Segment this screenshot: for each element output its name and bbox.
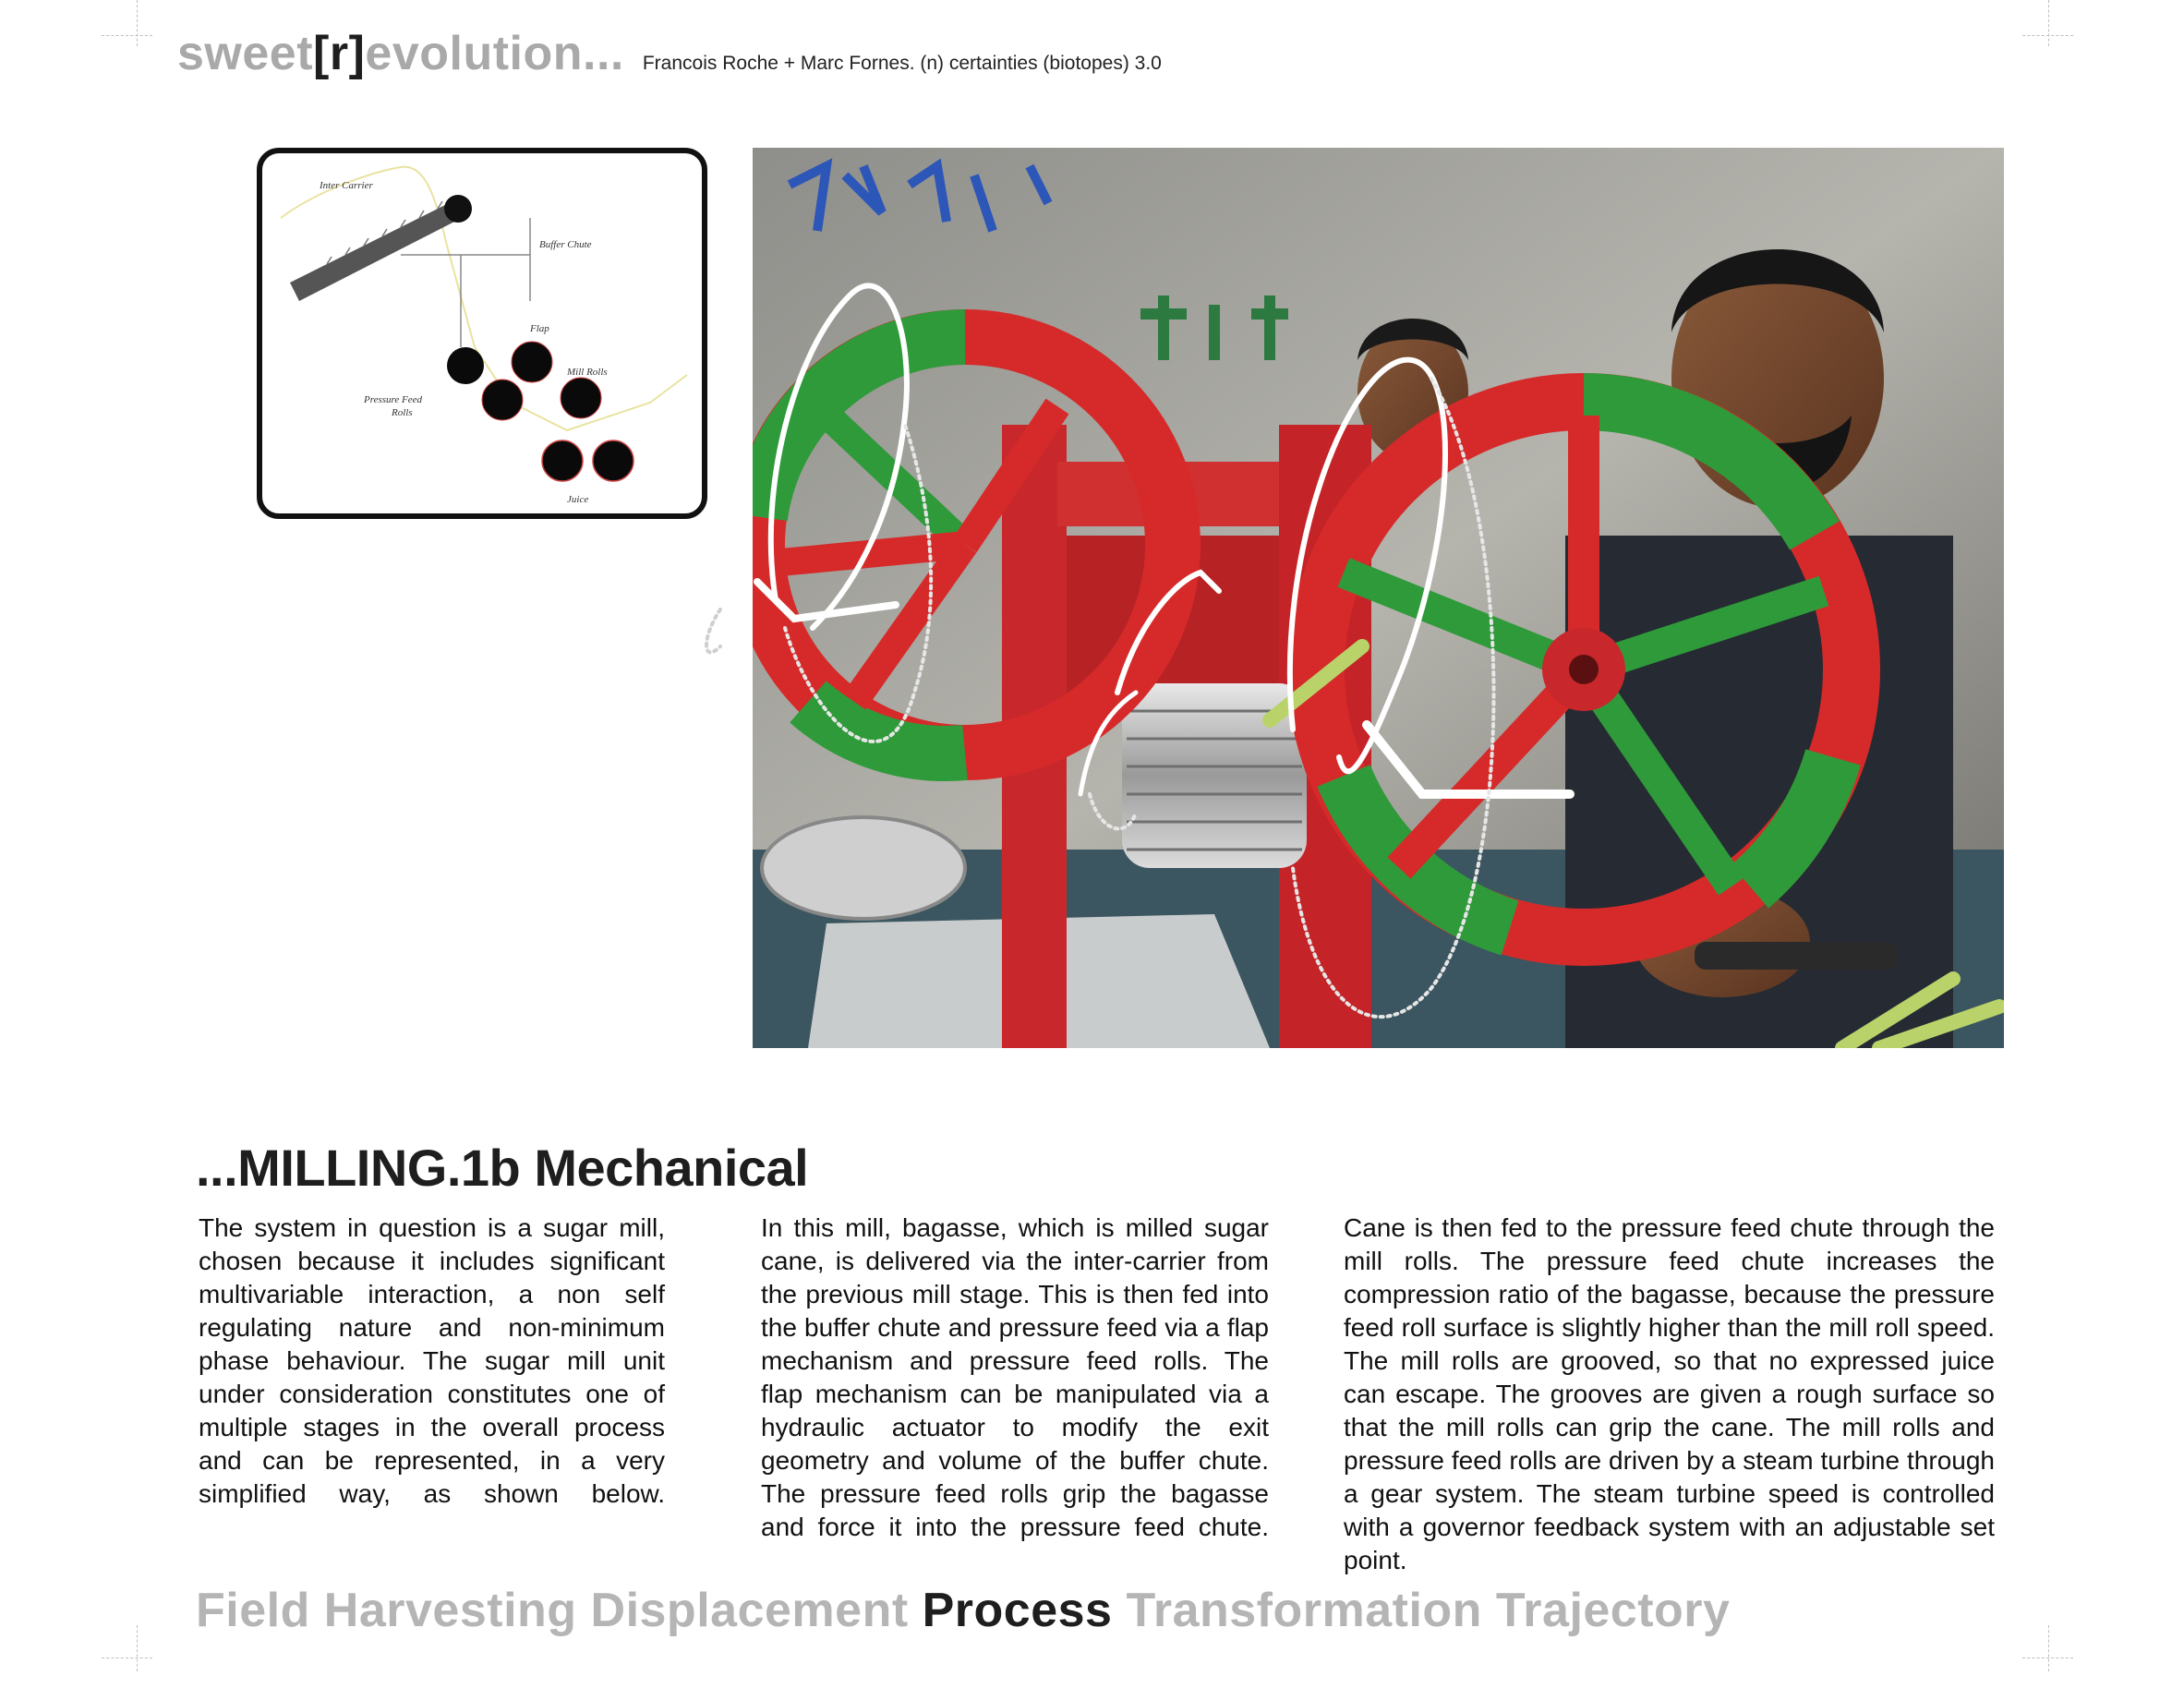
stage-harvesting: Harvesting [323,1584,577,1637]
photo-svg [753,148,2004,1048]
pressure-feed-roll [447,347,484,384]
mill-roll [561,378,601,418]
crop-mark [2048,1625,2049,1671]
page-header [177,26,1162,90]
stage-process: Process [922,1584,1113,1637]
label-buffer-chute: Buffer Chute [539,239,592,250]
stage-field: Field [196,1584,310,1637]
crop-mark [102,35,152,36]
byline: Francois Roche + Marc Fornes. (n) certainties (biotopes) 3.0 [642,53,1162,74]
label-flap: Flap [530,323,549,334]
crank-handle [1695,942,1898,970]
head-pulley [444,195,472,223]
crop-mark [2022,35,2073,36]
stage-trajectory: Trajectory [1495,1584,1731,1637]
sugarcane-mill-photo [753,148,2004,1048]
crop-mark [2048,0,2049,46]
label-rolls: Rolls [392,407,413,418]
juice-pot [762,817,965,919]
body-column-1: The system in question is a sugar mill, chosen because it includes significant multivariable interaction, a non self regulating nature and non-minimum phase behaviour. The sugar mill unit under consideration constitutes one of multiple stages in the overall process and can be represented, in a very simplified way, as shown below. [199,1213,665,1508]
crop-mark [137,1625,138,1671]
label-juice: Juice [567,494,589,505]
label-mill-rolls: Mill Rolls [567,367,608,378]
body-column-2: In this mill, bagasse, which is milled sugar cane, is delivered via the inter-carrier from the previous mill stage. This is then fed into the buffer chute and pressure feed via a flap mechanism and pressure feed rolls. The flap mechanism can be manipulated via a hydraulic actuator to modify the exit geometry and volume of the buffer chute. The pressure feed rolls grip the bagasse and force it into the pressure feed chute. [761,1213,1269,1541]
wall-graffiti [1140,295,1288,360]
inter-carrier-belt [290,199,465,301]
stage-displacement: Displacement [590,1584,909,1637]
label-pressure-feed: Pressure Feed [364,394,423,405]
body-column-3: Cane is then fed to the pressure feed chute through the mill rolls. The pressure feed chute increases the compression ratio of the bagasse, because the pressure feed roll surface is slightly higher than the mill roll speed. The mill rolls are grooved, so that no expressed juice can escape. The grooves are given a rough surface so that the mill rolls can grip the cane. The mill rolls and pressure feed rolls are driven by a steam turbine through a gear system. The steam turbine speed is controlled with a governor feedback system with an adjustable set point. [1344,1213,1995,1574]
mill-roll [593,440,633,481]
mill-roll [542,440,583,481]
dotted-trace [706,609,720,652]
pressure-feed-roll [482,380,523,420]
mill-schematic-diagram [257,148,707,519]
mill-schematic-svg [262,153,702,513]
flap-roll [512,342,552,382]
cane-path-line [281,167,401,218]
section-title: ...MILLING.1b Mechanical [196,1139,809,1197]
brand-logo: sweet[r]evolution... [177,27,624,80]
crop-mark [137,0,138,46]
label-inter-carrier: Inter Carrier [320,180,373,191]
stage-transformation: Transformation [1126,1584,1482,1637]
process-stage-nav [196,1583,1730,1638]
